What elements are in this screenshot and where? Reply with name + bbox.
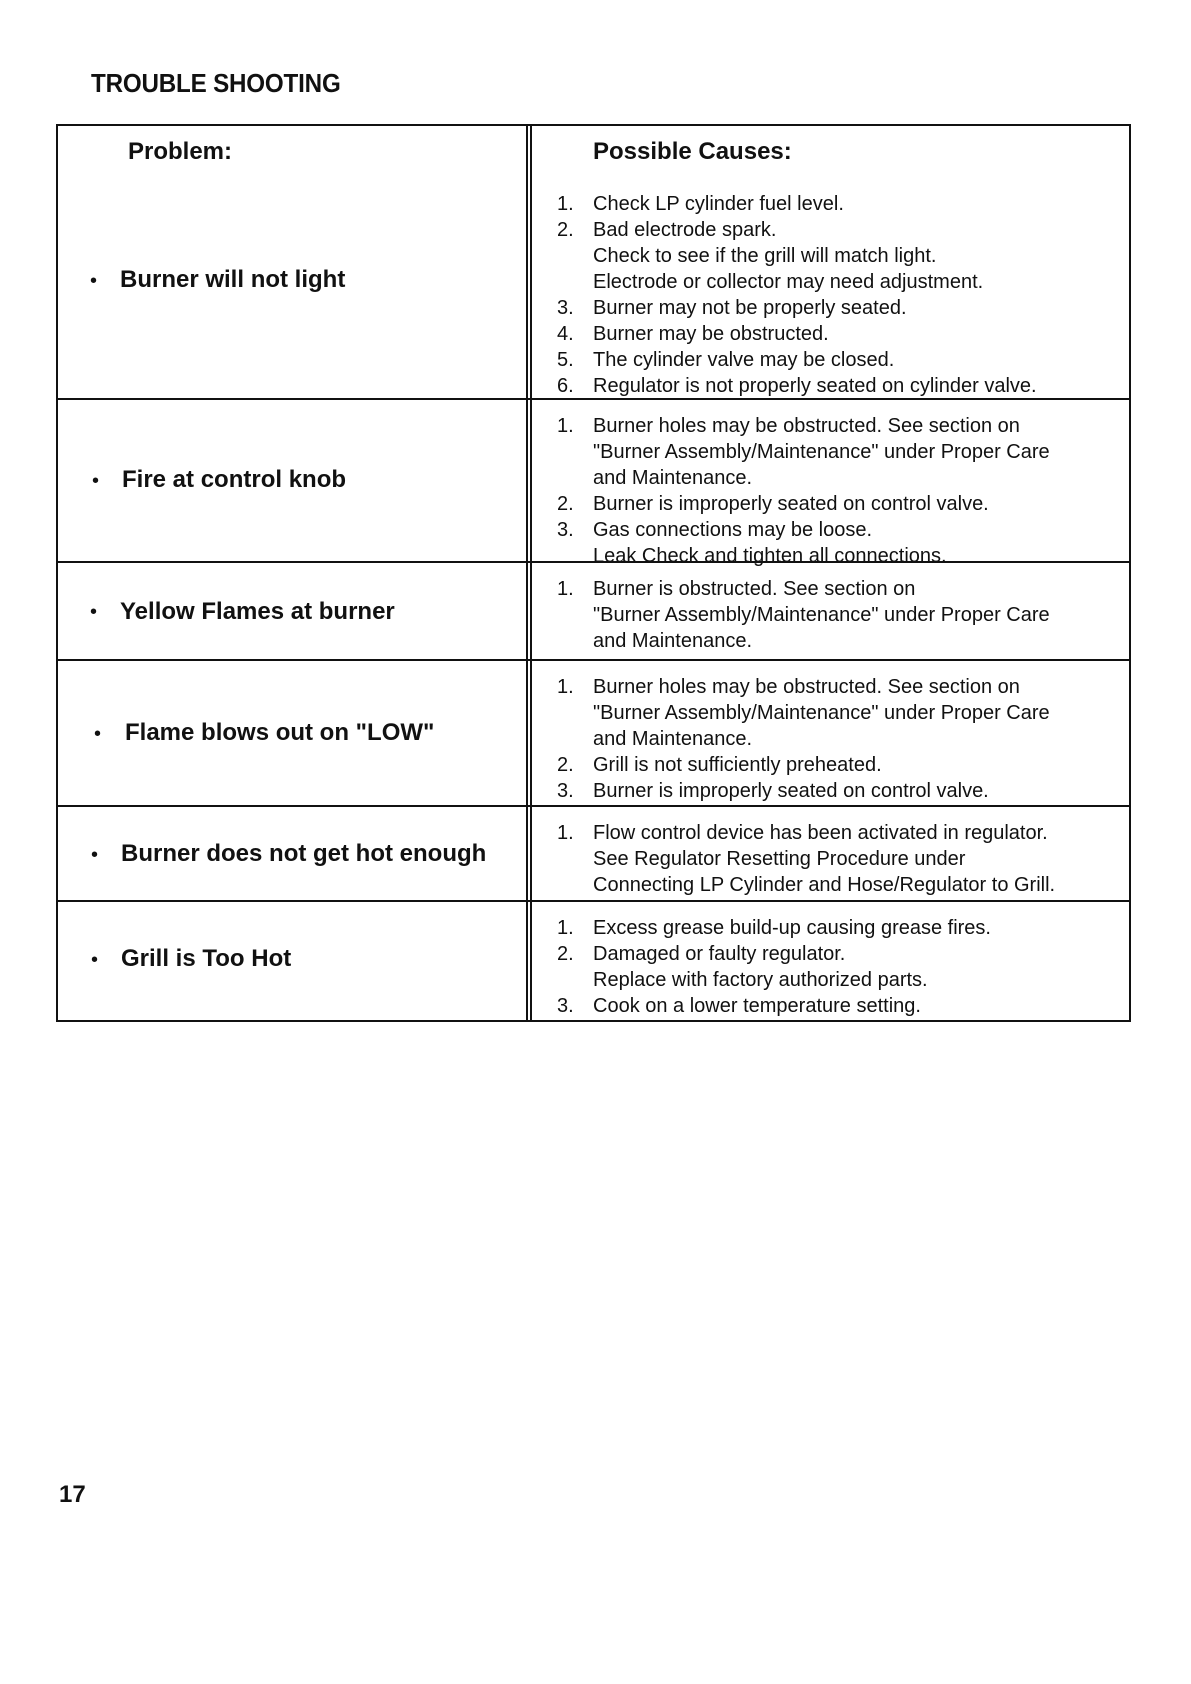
cause-text [593,217,1129,295]
table-row [58,561,1129,659]
cause-item [532,321,1129,347]
cause-text [593,993,1129,1019]
cause-line: Burner holes may be obstructed. See section on [593,676,1020,698]
table-row [58,398,1129,567]
cause-line: Burner may not be properly seated. [593,297,907,319]
cause-number: 3. [557,995,574,1017]
cause-line: Burner holes may be obstructed. See section on [593,415,1020,437]
cause-text [593,347,1129,373]
cause-line: and Maintenance. [593,467,753,489]
cause-line: Burner may be obstructed. [593,323,829,345]
cause-number: 3. [557,297,574,319]
cause-item [532,347,1129,373]
cause-line: Burner is obstructed. See section on [593,578,916,600]
causes-cell [532,563,1129,659]
cause-item [532,373,1129,399]
problem-text: Flame blows out on "LOW" [125,719,435,746]
cause-line: Bad electrode spark. [593,219,777,241]
cause-number-cell [532,373,593,399]
cause-number: 2. [557,219,574,241]
cause-line: See Regulator Resetting Procedure under [593,848,966,870]
header-causes: Possible Causes: [593,138,792,165]
cause-text [593,295,1129,321]
cause-line: Flow control device has been activated in regulator. [593,822,1048,844]
cause-number-cell [532,517,593,569]
cause-number-cell [532,778,593,804]
cause-number-cell [532,321,593,347]
header-problem-cell [58,126,532,178]
causes-list [532,661,1129,816]
cause-item [532,217,1129,295]
cause-number: 2. [557,943,574,965]
cause-text [593,413,1129,491]
cause-number: 5. [557,349,574,371]
table-row [58,659,1129,805]
cause-number: 3. [557,519,574,541]
table-header-row [58,126,1129,178]
causes-list [532,807,1129,910]
cause-text [593,915,1129,941]
cause-item [532,941,1129,993]
table-row [58,178,1129,398]
cause-line: Excess grease build-up causing grease fires. [593,917,991,939]
cause-line: Burner is improperly seated on control valve. [593,493,989,515]
cause-item [532,413,1129,491]
cause-number-cell [532,993,593,1019]
cause-number: 1. [557,676,574,698]
causes-cell [532,807,1129,900]
table-row [58,805,1129,900]
cause-number-cell [532,915,593,941]
cause-number-cell [532,191,593,217]
bullet-icon: • [91,844,99,866]
problem-cell [58,902,532,1020]
causes-cell [532,400,1129,567]
cause-number-cell [532,752,593,778]
cause-number: 6. [557,375,574,397]
problem-text: Burner will not light [120,266,346,293]
cause-line: "Burner Assembly/Maintenance" under Proper Care [593,604,1050,626]
cause-number-cell [532,941,593,993]
cause-line: "Burner Assembly/Maintenance" under Proper Care [593,441,1050,463]
cause-number: 1. [557,415,574,437]
cause-line: and Maintenance. [593,630,753,652]
cause-text [593,321,1129,347]
cause-number: 1. [557,578,574,600]
header-problem: Problem: [128,138,233,165]
cause-text [593,491,1129,517]
cause-item [532,491,1129,517]
cause-line: Damaged or faulty regulator. [593,943,846,965]
cause-number-cell [532,674,593,752]
table-body [58,178,1129,1020]
causes-cell [532,178,1129,398]
bullet-icon: • [90,270,98,292]
cause-number: 4. [557,323,574,345]
cause-item [532,820,1129,898]
cause-number: 3. [557,780,574,802]
causes-cell [532,661,1129,805]
cause-item [532,915,1129,941]
cause-item [532,295,1129,321]
cause-line: The cylinder valve may be closed. [593,349,895,371]
cause-number-cell [532,295,593,321]
cause-item [532,674,1129,752]
cause-line: Cook on a lower temperature setting. [593,995,921,1017]
problem-cell [58,400,532,561]
problem-text: Fire at control knob [122,466,347,493]
cause-item [532,517,1129,569]
problem-cell [58,807,532,900]
cause-item [532,191,1129,217]
cause-text [593,674,1129,752]
cause-number-cell [532,413,593,491]
problem-text: Burner does not get hot enough [121,840,487,867]
cause-number: 1. [557,917,574,939]
cause-number: 1. [557,822,574,844]
problem-cell [58,661,532,805]
cause-text [593,778,1129,804]
cause-line: Leak Check and tighten all connections. [593,545,947,567]
cause-line: and Maintenance. [593,728,753,750]
problem-cell [58,563,532,659]
cause-line: Electrode or collector may need adjustment. [593,271,984,293]
cause-line: Check to see if the grill will match light. [593,245,937,267]
table-row [58,900,1129,1020]
problem-cell [58,178,532,398]
trouble-shooting-table [56,124,1131,1022]
cause-text [593,752,1129,778]
cause-line: Burner is improperly seated on control valve. [593,780,989,802]
bullet-icon: • [90,601,98,623]
causes-list [532,902,1129,1031]
cause-item [532,752,1129,778]
causes-list [532,178,1129,411]
cause-number-cell [532,491,593,517]
cause-line: Check LP cylinder fuel level. [593,193,844,215]
cause-line: Regulator is not properly seated on cylinder valve. [593,375,1037,397]
cause-item [532,576,1129,654]
causes-cell [532,902,1129,1020]
cause-number: 2. [557,493,574,515]
cause-line: "Burner Assembly/Maintenance" under Proper Care [593,702,1050,724]
problem-text: Grill is Too Hot [121,945,292,972]
problem-text: Yellow Flames at burner [120,598,395,625]
page-number: 17 [59,1481,86,1508]
cause-line: Grill is not sufficiently preheated. [593,754,882,776]
header-causes-cell [532,126,1129,178]
bullet-icon: • [91,949,99,971]
cause-number-cell [532,576,593,654]
cause-text [593,576,1129,654]
cause-number-cell [532,347,593,373]
cause-number: 2. [557,754,574,776]
cause-number-cell [532,217,593,295]
bullet-icon: • [94,723,102,745]
cause-number: 1. [557,193,574,215]
bullet-icon: • [92,470,100,492]
cause-text [593,191,1129,217]
cause-text [593,373,1129,399]
causes-list [532,400,1129,581]
cause-line: Connecting LP Cylinder and Hose/Regulator to Grill. [593,874,1056,896]
cause-text [593,517,1129,569]
cause-line: Replace with factory authorized parts. [593,969,928,991]
cause-number-cell [532,820,593,898]
cause-line: Gas connections may be loose. [593,519,873,541]
cause-item [532,993,1129,1019]
causes-list [532,563,1129,666]
page-title: TROUBLE SHOOTING [91,68,341,98]
cause-item [532,778,1129,804]
cause-text [593,941,1129,993]
cause-text [593,820,1129,898]
